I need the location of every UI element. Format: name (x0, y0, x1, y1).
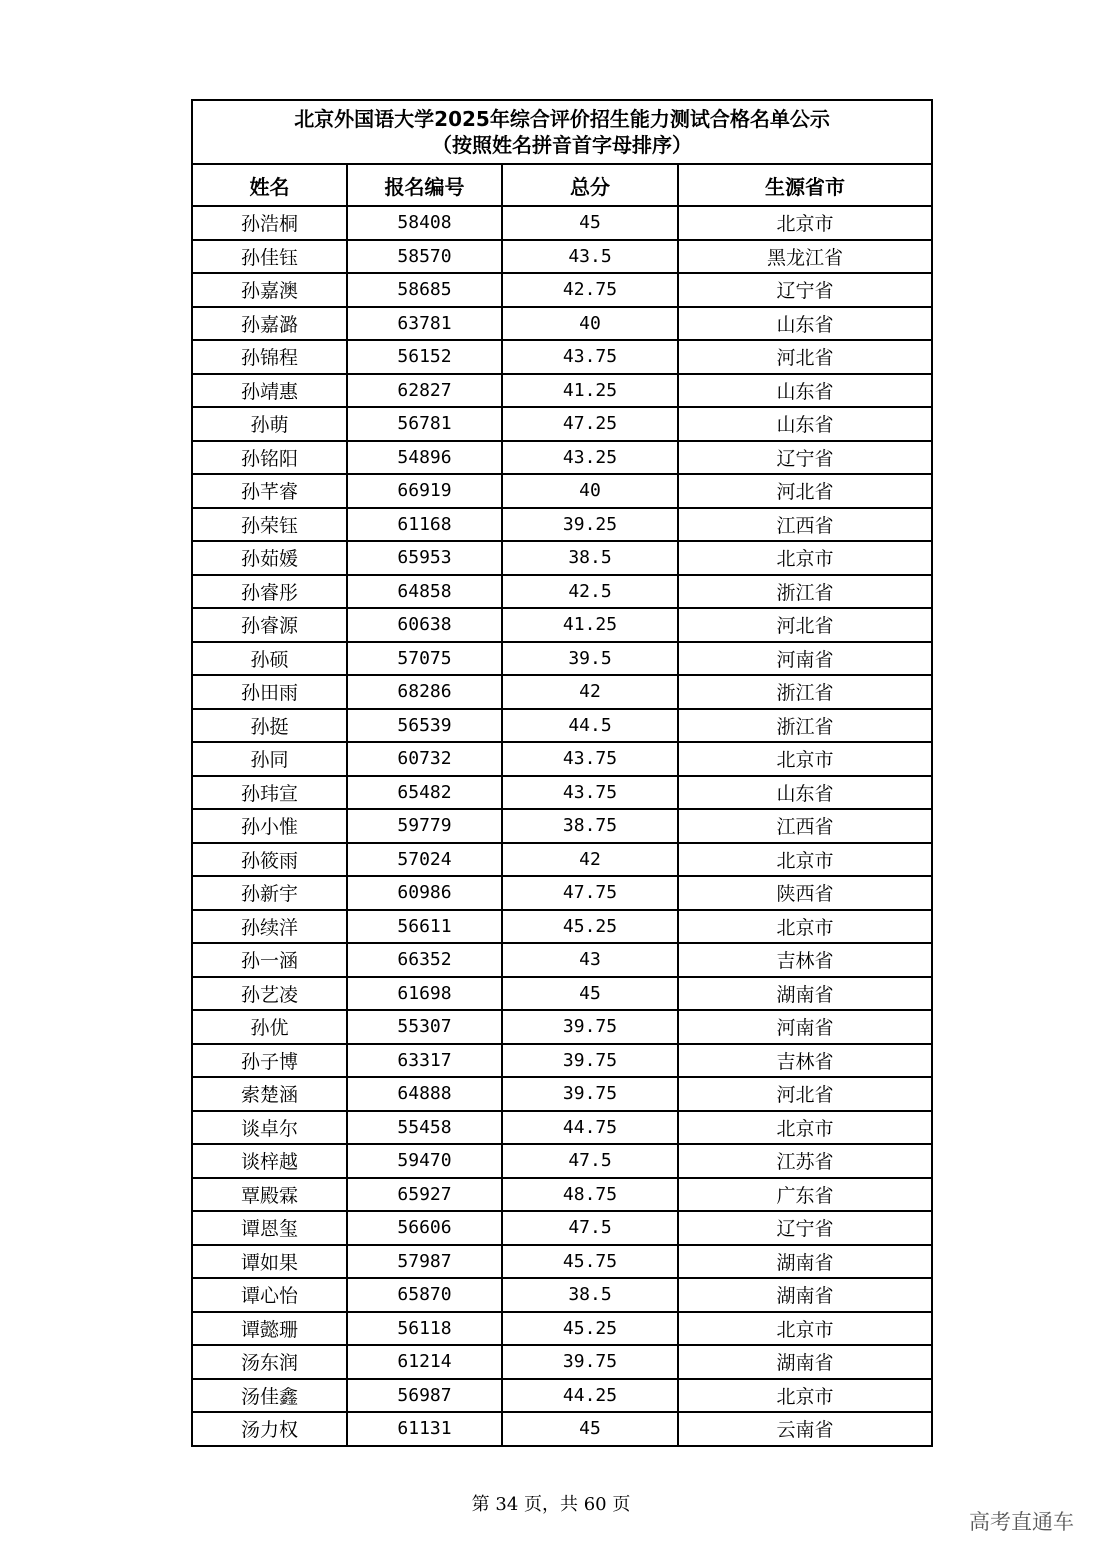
table-row (192, 876, 932, 910)
cell-id: 64888 (347, 1077, 502, 1111)
cell-score: 39.75 (502, 1044, 678, 1078)
cell-name: 谈梓越 (192, 1144, 347, 1178)
cell-province: 江苏省 (678, 1144, 932, 1178)
cell-score: 38.5 (502, 1278, 678, 1312)
table-row (192, 374, 932, 408)
cell-score: 39.75 (502, 1345, 678, 1379)
cell-id: 55458 (347, 1111, 502, 1145)
table-row (192, 1345, 932, 1379)
table-row (192, 809, 932, 843)
cell-id: 61698 (347, 977, 502, 1011)
cell-name: 孙新宇 (192, 876, 347, 910)
cell-id: 58685 (347, 273, 502, 307)
cell-province: 北京市 (678, 541, 932, 575)
cell-score: 40 (502, 474, 678, 508)
cell-name: 孙荣钰 (192, 508, 347, 542)
cell-name: 孙浩桐 (192, 206, 347, 240)
cell-id: 57024 (347, 843, 502, 877)
cell-name: 孙萌 (192, 407, 347, 441)
cell-name: 孙锦程 (192, 340, 347, 374)
cell-score: 43 (502, 943, 678, 977)
cell-score: 42 (502, 675, 678, 709)
table-row (192, 1379, 932, 1413)
table-row (192, 1111, 932, 1145)
cell-score: 43.75 (502, 742, 678, 776)
cell-score: 45.25 (502, 910, 678, 944)
cell-id: 58408 (347, 206, 502, 240)
cell-id: 62827 (347, 374, 502, 408)
cell-name: 谭心怡 (192, 1278, 347, 1312)
cell-score: 42.75 (502, 273, 678, 307)
column-header-row (192, 164, 932, 206)
table-row (192, 1312, 932, 1346)
table-title-cell (192, 100, 932, 164)
cell-province: 山东省 (678, 407, 932, 441)
cell-id: 65482 (347, 776, 502, 810)
cell-score: 41.25 (502, 374, 678, 408)
table-row (192, 441, 932, 475)
cell-score: 45.75 (502, 1245, 678, 1279)
cell-province: 湖南省 (678, 977, 932, 1011)
cell-province: 浙江省 (678, 675, 932, 709)
table-row (192, 943, 932, 977)
cell-province: 吉林省 (678, 1044, 932, 1078)
table-row (192, 1144, 932, 1178)
cell-province: 北京市 (678, 1379, 932, 1413)
cell-province: 陕西省 (678, 876, 932, 910)
cell-province: 北京市 (678, 1111, 932, 1145)
cell-score: 43.5 (502, 240, 678, 274)
table-row (192, 340, 932, 374)
cell-name: 孙小惟 (192, 809, 347, 843)
table-row (192, 474, 932, 508)
cell-province: 湖南省 (678, 1278, 932, 1312)
table-row (192, 307, 932, 341)
cell-score: 48.75 (502, 1178, 678, 1212)
cell-province: 河北省 (678, 474, 932, 508)
cell-province: 黑龙江省 (678, 240, 932, 274)
cell-score: 38.5 (502, 541, 678, 575)
column-header-score: 总分 (502, 164, 678, 206)
cell-score: 47.5 (502, 1144, 678, 1178)
table-row (192, 273, 932, 307)
cell-name: 孙筱雨 (192, 843, 347, 877)
table-row (192, 977, 932, 1011)
cell-name: 汤力权 (192, 1412, 347, 1446)
cell-province: 云南省 (678, 1412, 932, 1446)
cell-name: 孙优 (192, 1010, 347, 1044)
cell-name: 孙芊睿 (192, 474, 347, 508)
cell-name: 孙田雨 (192, 675, 347, 709)
cell-id: 59470 (347, 1144, 502, 1178)
table-row (192, 240, 932, 274)
cell-province: 北京市 (678, 843, 932, 877)
cell-name: 谭恩玺 (192, 1211, 347, 1245)
cell-score: 47.25 (502, 407, 678, 441)
table-row (192, 642, 932, 676)
cell-province: 湖南省 (678, 1345, 932, 1379)
table-row (192, 776, 932, 810)
table-row (192, 407, 932, 441)
cell-score: 45.25 (502, 1312, 678, 1346)
cell-score: 42 (502, 843, 678, 877)
cell-name: 孙嘉澳 (192, 273, 347, 307)
cell-id: 60638 (347, 608, 502, 642)
table-row (192, 1211, 932, 1245)
cell-id: 66352 (347, 943, 502, 977)
cell-name: 孙睿源 (192, 608, 347, 642)
table-row (192, 541, 932, 575)
cell-province: 湖南省 (678, 1245, 932, 1279)
cell-score: 44.75 (502, 1111, 678, 1145)
cell-id: 59779 (347, 809, 502, 843)
table-row (192, 709, 932, 743)
cell-id: 58570 (347, 240, 502, 274)
cell-province: 河北省 (678, 1077, 932, 1111)
table-body (192, 206, 932, 1446)
watermark-text: 高考直通车 (969, 1510, 1074, 1534)
cell-id: 61168 (347, 508, 502, 542)
cell-score: 40 (502, 307, 678, 341)
cell-province: 江西省 (678, 809, 932, 843)
cell-name: 孙挺 (192, 709, 347, 743)
table-row (192, 675, 932, 709)
cell-name: 覃殿霖 (192, 1178, 347, 1212)
cell-province: 辽宁省 (678, 441, 932, 475)
cell-score: 39.25 (502, 508, 678, 542)
cell-name: 孙一涵 (192, 943, 347, 977)
cell-id: 55307 (347, 1010, 502, 1044)
admission-list-table (191, 99, 933, 1447)
cell-score: 47.5 (502, 1211, 678, 1245)
cell-province: 河北省 (678, 608, 932, 642)
cell-name: 孙茹媛 (192, 541, 347, 575)
cell-name: 谭如果 (192, 1245, 347, 1279)
table-row (192, 843, 932, 877)
cell-name: 孙子博 (192, 1044, 347, 1078)
cell-province: 辽宁省 (678, 1211, 932, 1245)
cell-id: 54896 (347, 441, 502, 475)
cell-score: 42.5 (502, 575, 678, 609)
cell-id: 56118 (347, 1312, 502, 1346)
table-row (192, 1412, 932, 1446)
table-row (192, 206, 932, 240)
table-row (192, 1178, 932, 1212)
cell-name: 谭懿珊 (192, 1312, 347, 1346)
cell-name: 孙艺凌 (192, 977, 347, 1011)
cell-province: 北京市 (678, 1312, 932, 1346)
cell-province: 北京市 (678, 206, 932, 240)
table-row (192, 1245, 932, 1279)
table-row (192, 1010, 932, 1044)
cell-province: 广东省 (678, 1178, 932, 1212)
cell-score: 39.75 (502, 1010, 678, 1044)
cell-id: 65870 (347, 1278, 502, 1312)
cell-id: 61214 (347, 1345, 502, 1379)
cell-id: 56152 (347, 340, 502, 374)
cell-id: 56987 (347, 1379, 502, 1413)
cell-name: 孙睿彤 (192, 575, 347, 609)
cell-id: 60732 (347, 742, 502, 776)
document-title: 北京外国语大学2025年综合评价招生能力测试合格名单公示 (294, 107, 830, 131)
document-subtitle: （按照姓名拼音首字母排序） (432, 133, 693, 157)
cell-score: 44.25 (502, 1379, 678, 1413)
cell-province: 辽宁省 (678, 273, 932, 307)
cell-score: 39.75 (502, 1077, 678, 1111)
cell-id: 56606 (347, 1211, 502, 1245)
cell-province: 吉林省 (678, 943, 932, 977)
cell-id: 63781 (347, 307, 502, 341)
cell-id: 65953 (347, 541, 502, 575)
cell-id: 57987 (347, 1245, 502, 1279)
cell-name: 孙玮宣 (192, 776, 347, 810)
cell-score: 45 (502, 206, 678, 240)
cell-name: 孙同 (192, 742, 347, 776)
column-header-province: 生源省市 (678, 164, 932, 206)
cell-score: 47.75 (502, 876, 678, 910)
cell-score: 43.25 (502, 441, 678, 475)
table-row (192, 508, 932, 542)
column-header-id: 报名编号 (347, 164, 502, 206)
cell-id: 65927 (347, 1178, 502, 1212)
cell-id: 63317 (347, 1044, 502, 1078)
cell-score: 39.5 (502, 642, 678, 676)
cell-id: 60986 (347, 876, 502, 910)
cell-name: 孙佳钰 (192, 240, 347, 274)
cell-province: 河北省 (678, 340, 932, 374)
cell-id: 66919 (347, 474, 502, 508)
cell-province: 江西省 (678, 508, 932, 542)
cell-name: 孙硕 (192, 642, 347, 676)
cell-score: 43.75 (502, 776, 678, 810)
cell-name: 孙铭阳 (192, 441, 347, 475)
cell-name: 孙靖惠 (192, 374, 347, 408)
cell-province: 河南省 (678, 1010, 932, 1044)
cell-name: 汤东润 (192, 1345, 347, 1379)
cell-id: 64858 (347, 575, 502, 609)
cell-id: 57075 (347, 642, 502, 676)
cell-score: 45 (502, 1412, 678, 1446)
table-row (192, 575, 932, 609)
cell-name: 汤佳鑫 (192, 1379, 347, 1413)
cell-province: 河南省 (678, 642, 932, 676)
table-row (192, 1278, 932, 1312)
cell-score: 41.25 (502, 608, 678, 642)
cell-id: 61131 (347, 1412, 502, 1446)
cell-province: 山东省 (678, 307, 932, 341)
cell-province: 北京市 (678, 910, 932, 944)
cell-province: 山东省 (678, 776, 932, 810)
table-row (192, 1044, 932, 1078)
table-row (192, 910, 932, 944)
cell-id: 56781 (347, 407, 502, 441)
table-row (192, 608, 932, 642)
table-row (192, 742, 932, 776)
cell-score: 44.5 (502, 709, 678, 743)
cell-province: 北京市 (678, 742, 932, 776)
cell-id: 56539 (347, 709, 502, 743)
cell-province: 浙江省 (678, 709, 932, 743)
cell-id: 56611 (347, 910, 502, 944)
cell-score: 38.75 (502, 809, 678, 843)
cell-name: 孙嘉潞 (192, 307, 347, 341)
column-header-name: 姓名 (192, 164, 347, 206)
cell-score: 43.75 (502, 340, 678, 374)
table-row (192, 1077, 932, 1111)
page-number: 第 34 页，共 60 页 (471, 1494, 631, 1515)
cell-score: 45 (502, 977, 678, 1011)
cell-name: 谈卓尔 (192, 1111, 347, 1145)
cell-name: 索楚涵 (192, 1077, 347, 1111)
cell-id: 68286 (347, 675, 502, 709)
cell-province: 浙江省 (678, 575, 932, 609)
cell-province: 山东省 (678, 374, 932, 408)
cell-name: 孙续洋 (192, 910, 347, 944)
